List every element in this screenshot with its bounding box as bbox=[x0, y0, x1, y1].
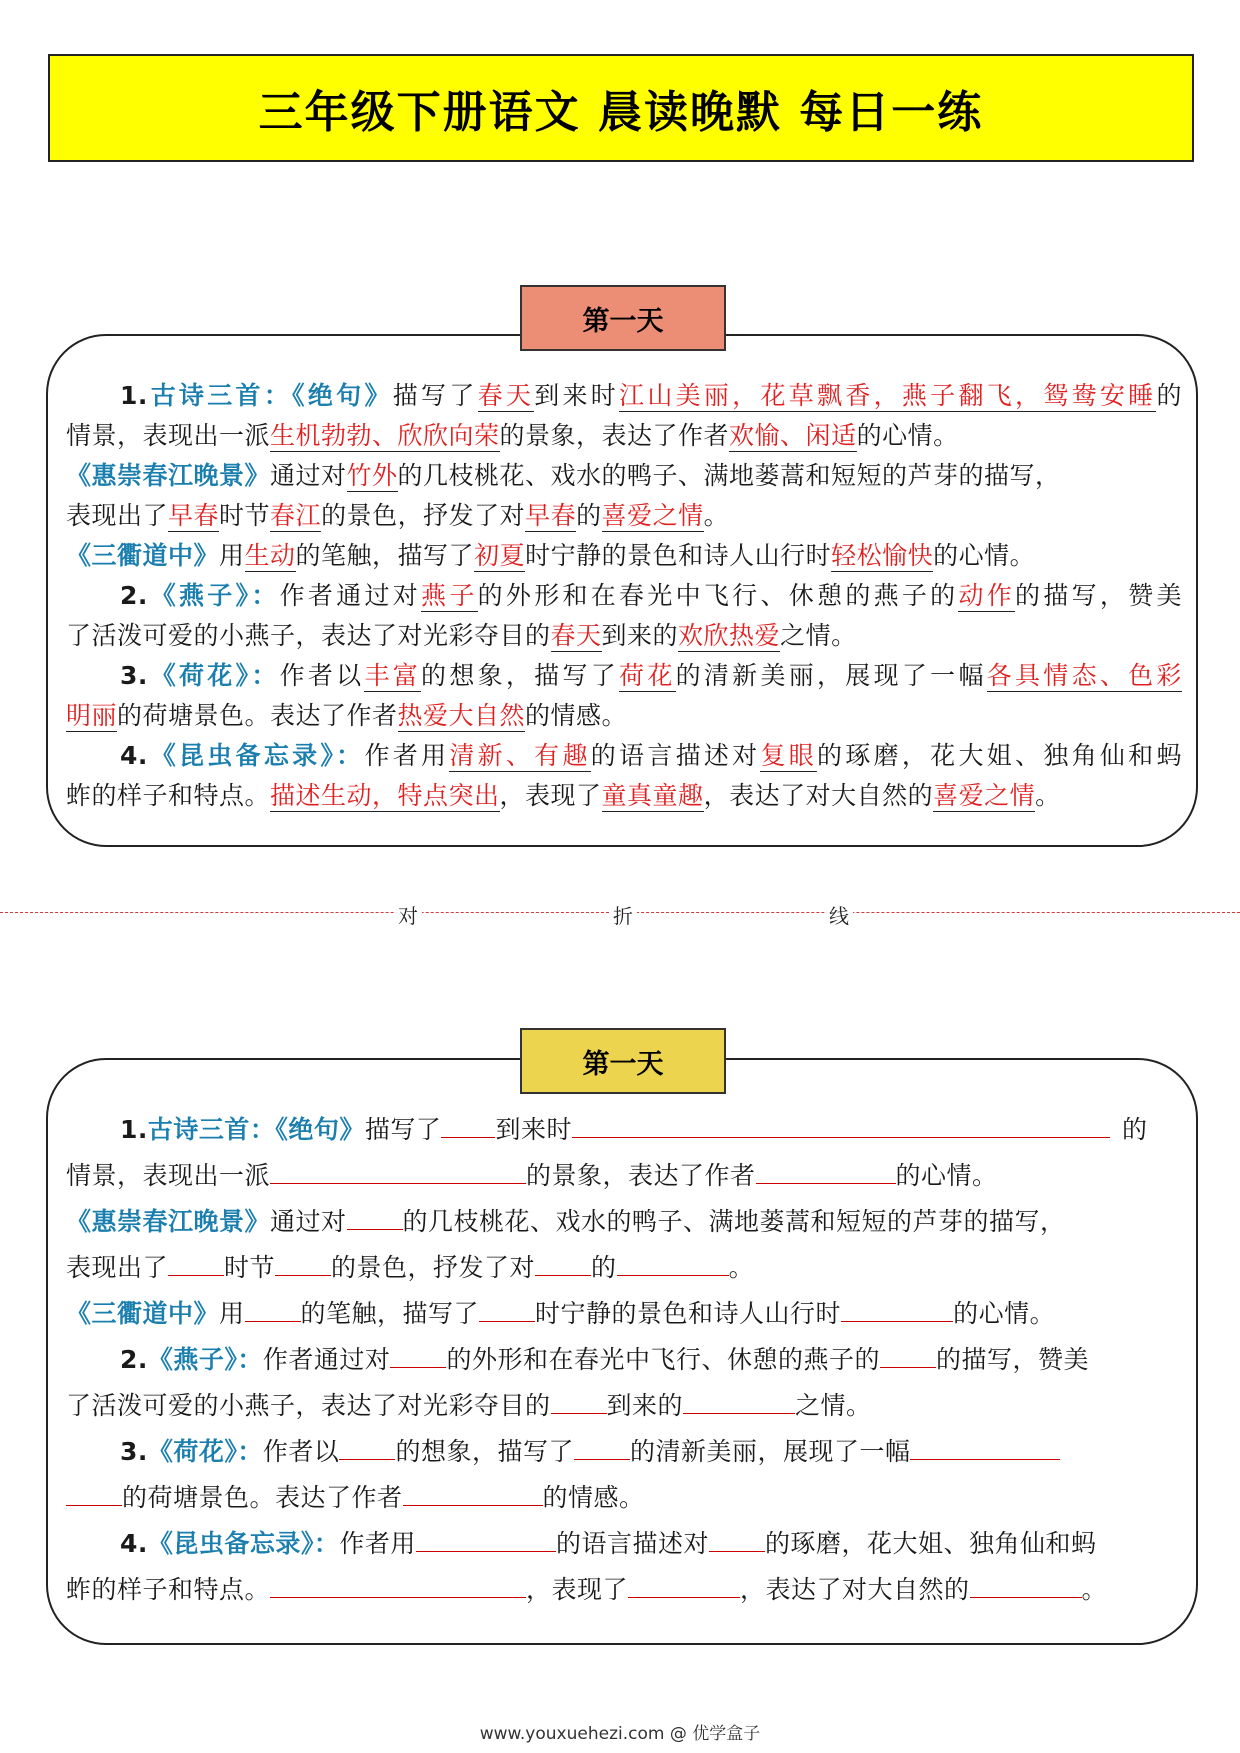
day-tab-answers: 第一天 bbox=[520, 285, 726, 351]
answer-text: 春天 bbox=[477, 381, 535, 410]
answer-line-8 bbox=[120, 656, 1182, 692]
text: 作者以 bbox=[279, 661, 365, 690]
answer-text: 欢欣热爱 bbox=[678, 621, 781, 650]
fill-blank[interactable] bbox=[617, 1253, 729, 1276]
fill-blank[interactable] bbox=[168, 1253, 224, 1276]
answer-line-7 bbox=[66, 616, 1182, 652]
text: 作者以 bbox=[262, 1437, 340, 1466]
answer-text: 初夏 bbox=[474, 541, 526, 570]
text: 的外形和在春光中飞行、休憩的燕子的 bbox=[446, 1345, 880, 1374]
practice-line-2 bbox=[66, 1156, 1182, 1192]
lesson-title: 《荷花》： bbox=[147, 661, 280, 690]
fill-blank[interactable] bbox=[880, 1345, 936, 1368]
text: 的心情。 bbox=[895, 1161, 998, 1190]
practice-line-8 bbox=[120, 1432, 1182, 1468]
text: 用 bbox=[219, 1299, 245, 1328]
text: 的想象，描写了 bbox=[421, 661, 620, 690]
text: 的描写，赞美 bbox=[935, 1345, 1089, 1374]
answer-line-2 bbox=[66, 416, 1182, 452]
answer-text: 江山美丽，花草飘香，燕子翻飞，鸳鸯安睡 bbox=[619, 381, 1157, 410]
practice-line-4 bbox=[66, 1248, 1182, 1284]
answer-line-6 bbox=[120, 576, 1182, 612]
text: 的景色，抒发了对 bbox=[321, 501, 526, 530]
text: 通过对 bbox=[270, 1207, 347, 1236]
fill-blank[interactable] bbox=[574, 1437, 630, 1460]
item-number: 2. bbox=[120, 1345, 148, 1374]
page-title: 三年级下册语文 晨读晚默 每日一练 bbox=[48, 54, 1194, 162]
text: 蚱的样子和特点。 bbox=[66, 781, 271, 810]
fold-label: 线 bbox=[825, 900, 853, 929]
item-number: 1. bbox=[120, 1115, 148, 1144]
lesson-title: 《昆虫备忘录》： bbox=[147, 741, 365, 770]
text: 的琢磨，花大姐、独角仙和蚂 bbox=[764, 1529, 1097, 1558]
practice-line-11 bbox=[66, 1570, 1182, 1606]
fill-blank[interactable] bbox=[709, 1529, 765, 1552]
lesson-title: 《荷花》： bbox=[147, 1437, 263, 1466]
fill-blank[interactable] bbox=[970, 1575, 1082, 1598]
fill-blank[interactable] bbox=[628, 1575, 740, 1598]
fill-blank[interactable] bbox=[66, 1483, 122, 1506]
item-number: 3. bbox=[120, 661, 148, 690]
text: ，表达了对大自然的 bbox=[740, 1575, 970, 1604]
fill-blank[interactable] bbox=[245, 1299, 301, 1322]
lesson-title: 《惠崇春江晚景》 bbox=[66, 461, 271, 490]
text: 的情感。 bbox=[525, 701, 628, 730]
item-number: 3. bbox=[120, 1437, 148, 1466]
answer-text: 春江 bbox=[270, 501, 322, 530]
answer-text: 春天 bbox=[550, 621, 602, 650]
lesson-title: 古诗三首：《绝句》 bbox=[147, 381, 393, 410]
text: 的清新美丽，展现了一幅 bbox=[675, 661, 987, 690]
practice-line-3 bbox=[66, 1202, 1182, 1238]
answer-text: 各具情态、色彩 bbox=[986, 661, 1182, 690]
text: 。 bbox=[1035, 781, 1061, 810]
text: 描写了 bbox=[364, 1115, 442, 1144]
fill-blank[interactable] bbox=[756, 1161, 896, 1184]
text: 的语言描述对 bbox=[555, 1529, 709, 1558]
answer-text: 描述生动，特点突出 bbox=[270, 781, 500, 810]
text: 的景象，表达了作者 bbox=[499, 421, 730, 450]
text: ，表现了 bbox=[526, 1575, 629, 1604]
answer-text: 热爱大自然 bbox=[397, 701, 526, 730]
answer-text: 轻松愉快 bbox=[831, 541, 934, 570]
fill-blank[interactable] bbox=[275, 1253, 331, 1276]
item-number: 1. bbox=[120, 381, 148, 410]
text: 的语言描述对 bbox=[590, 741, 761, 770]
answer-line-9 bbox=[66, 696, 1182, 732]
fill-blank[interactable] bbox=[416, 1529, 556, 1552]
text: 的心情。 bbox=[856, 421, 959, 450]
fill-blank[interactable] bbox=[535, 1253, 591, 1276]
answer-text: 生机勃勃、欣欣向荣 bbox=[270, 421, 500, 450]
fill-blank[interactable] bbox=[347, 1207, 403, 1230]
fill-blank[interactable] bbox=[390, 1345, 446, 1368]
lesson-title: 《燕子》： bbox=[147, 1345, 263, 1374]
answer-line-10 bbox=[120, 736, 1182, 772]
text: 的描写，赞美 bbox=[1015, 581, 1182, 610]
text: 通过对 bbox=[270, 461, 347, 490]
fill-blank[interactable] bbox=[910, 1437, 1060, 1460]
answer-text: 早春 bbox=[168, 501, 220, 530]
answer-line-11 bbox=[66, 776, 1182, 812]
fill-blank[interactable] bbox=[683, 1391, 795, 1414]
answer-text: 童真童趣 bbox=[601, 781, 704, 810]
text: 的荷塘景色。表达了作者 bbox=[117, 701, 398, 730]
text: 的笔触，描写了 bbox=[300, 1299, 480, 1328]
text: 了活泼可爱的小燕子，表达了对光彩夺目的 bbox=[66, 621, 551, 650]
text: 作者用 bbox=[364, 741, 450, 770]
lesson-title: 《燕子》： bbox=[147, 581, 280, 610]
text: 的心情。 bbox=[953, 1299, 1056, 1328]
answer-text: 丰富 bbox=[364, 661, 422, 690]
text: 作者通过对 bbox=[262, 1345, 391, 1374]
fill-blank[interactable] bbox=[270, 1575, 526, 1598]
answer-text: 喜爱之情 bbox=[933, 781, 1036, 810]
text: 到来时 bbox=[534, 381, 620, 410]
answer-line-3 bbox=[66, 456, 1182, 492]
fill-blank[interactable] bbox=[270, 1161, 526, 1184]
footer-watermark: www.youxuehezi.com @ 优学盒子 bbox=[479, 1724, 761, 1744]
answer-line-1 bbox=[120, 376, 1182, 412]
fill-blank[interactable] bbox=[572, 1115, 1110, 1138]
text: 作者通过对 bbox=[279, 581, 422, 610]
fill-blank[interactable] bbox=[841, 1299, 953, 1322]
text: 。 bbox=[728, 1253, 755, 1282]
text: 的 bbox=[1156, 381, 1182, 410]
text: ，表达了对大自然的 bbox=[703, 781, 934, 810]
text: 到来的 bbox=[601, 621, 679, 650]
answer-text: 欢愉、闲适 bbox=[729, 421, 857, 450]
text: 了活泼可爱的小燕子，表达了对光彩夺目的 bbox=[66, 1391, 551, 1420]
text: 之情。 bbox=[780, 621, 857, 650]
answer-text: 动作 bbox=[958, 581, 1016, 610]
item-number: 4. bbox=[120, 1529, 148, 1558]
text: 蚱的样子和特点。 bbox=[66, 1575, 271, 1604]
text: 之情。 bbox=[795, 1391, 872, 1420]
text: 的心情。 bbox=[933, 541, 1036, 570]
fill-blank[interactable] bbox=[339, 1437, 395, 1460]
text: 情景，表现出一派 bbox=[66, 1161, 271, 1190]
text: 时节 bbox=[219, 501, 271, 530]
practice-line-5 bbox=[66, 1294, 1182, 1330]
text: 。 bbox=[1081, 1575, 1108, 1604]
answer-line-4 bbox=[66, 496, 1182, 532]
text: 的景色，抒发了对 bbox=[331, 1253, 536, 1282]
fold-label: 折 bbox=[609, 900, 637, 929]
text: 的 bbox=[1121, 1115, 1148, 1144]
text: 的情感。 bbox=[542, 1483, 645, 1512]
fill-blank[interactable] bbox=[441, 1115, 495, 1138]
text: 的笔触，描写了 bbox=[295, 541, 475, 570]
text: 的几枝桃花、戏水的鸭子、满地蒌蒿和短短的芦芽的描写， bbox=[397, 461, 1061, 490]
item-number: 2. bbox=[120, 581, 148, 610]
answer-text: 生动 bbox=[244, 541, 296, 570]
answer-text: 复眼 bbox=[760, 741, 818, 770]
lesson-title: 《三衢道中》 bbox=[66, 1299, 220, 1328]
fill-blank[interactable] bbox=[551, 1391, 607, 1414]
text: 表现出了 bbox=[66, 501, 169, 530]
text: 的想象，描写了 bbox=[395, 1437, 574, 1466]
text: 的荷塘景色。表达了作者 bbox=[122, 1483, 403, 1512]
practice-line-6 bbox=[120, 1340, 1182, 1376]
lesson-title: 《三衢道中》 bbox=[66, 541, 220, 570]
text: 时宁静的景色和诗人山行时 bbox=[525, 541, 832, 570]
practice-line-1 bbox=[120, 1110, 1182, 1146]
lesson-title: 《惠崇春江晚景》 bbox=[66, 1207, 271, 1236]
answer-line-5 bbox=[66, 536, 1182, 572]
fold-label: 对 bbox=[394, 900, 422, 929]
text: ，表现了 bbox=[499, 781, 602, 810]
text: 的 bbox=[576, 501, 602, 530]
item-number: 4. bbox=[120, 741, 148, 770]
fill-blank[interactable] bbox=[403, 1483, 543, 1506]
text: 的景象，表达了作者 bbox=[526, 1161, 756, 1190]
text: 用 bbox=[219, 541, 245, 570]
practice-line-7 bbox=[66, 1386, 1182, 1422]
text: 时宁静的景色和诗人山行时 bbox=[535, 1299, 842, 1328]
text: 的琢磨，花大姐、独角仙和蚂 bbox=[817, 741, 1182, 770]
text: 的几枝桃花、戏水的鸭子、满地蒌蒿和短短的芦芽的描写， bbox=[402, 1207, 1066, 1236]
text: 的 bbox=[591, 1253, 617, 1282]
answer-text: 喜爱之情 bbox=[601, 501, 704, 530]
lesson-title: 古诗三首：《绝句》 bbox=[147, 1115, 365, 1144]
text: 时节 bbox=[224, 1253, 276, 1282]
text: 的清新美丽，展现了一幅 bbox=[629, 1437, 911, 1466]
text: 表现出了 bbox=[66, 1253, 169, 1282]
text: 描写了 bbox=[392, 381, 478, 410]
text: 作者用 bbox=[339, 1529, 416, 1558]
text: 到来的 bbox=[606, 1391, 684, 1420]
text: 。 bbox=[703, 501, 730, 530]
answer-text: 荷花 bbox=[619, 661, 676, 690]
answer-text: 燕子 bbox=[421, 581, 478, 610]
day-tab-practice: 第一天 bbox=[520, 1028, 726, 1094]
answer-text: 早春 bbox=[525, 501, 577, 530]
answer-text: 明丽 bbox=[66, 701, 118, 730]
text: 情景，表现出一派 bbox=[66, 421, 271, 450]
lesson-title: 《昆虫备忘录》： bbox=[147, 1529, 340, 1558]
practice-line-9 bbox=[66, 1478, 1182, 1514]
answer-text: 清新、有趣 bbox=[449, 741, 591, 770]
practice-line-10 bbox=[120, 1524, 1182, 1560]
fill-blank[interactable] bbox=[479, 1299, 535, 1322]
text: 的外形和在春光中飞行、休憩的燕子的 bbox=[477, 581, 959, 610]
text: 到来时 bbox=[495, 1115, 572, 1144]
answer-text: 竹外 bbox=[346, 461, 398, 490]
